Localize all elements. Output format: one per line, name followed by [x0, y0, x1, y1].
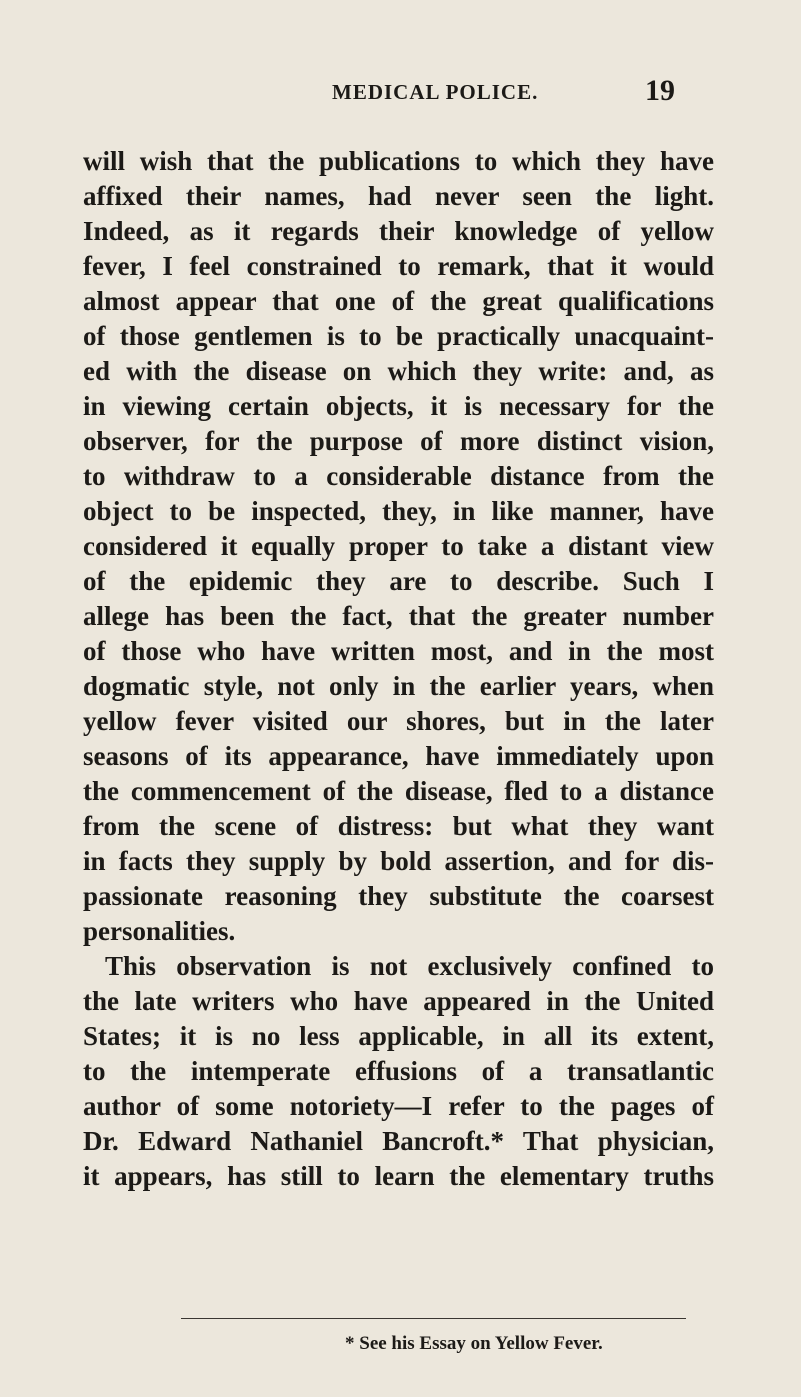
text-line: in facts they supply by bold assertion, and for dis- — [83, 846, 714, 876]
text-line: to withdraw to a considerable distance from the — [83, 461, 714, 491]
text-line: allege has been the fact, that the greater number — [83, 601, 714, 631]
text-line: Dr. Edward Nathaniel Bancroft.* That physician, — [83, 1126, 714, 1156]
text-line: to the intemperate effusions of a transatlantic — [83, 1056, 714, 1086]
text-line: the late writers who have appeared in the United — [83, 986, 714, 1016]
text-line: ed with the disease on which they write: and, as — [83, 356, 714, 386]
footnote: * See his Essay on Yellow Fever. — [345, 1333, 603, 1354]
text-line: from the scene of distress: but what they want — [83, 811, 714, 841]
text-line: author of some notoriety—I refer to the pages of — [83, 1091, 714, 1121]
text-line: of the epidemic they are to describe. Such I — [83, 566, 714, 596]
text-line: personalities. — [83, 916, 236, 946]
text-line: object to be inspected, they, in like manner, have — [83, 496, 714, 526]
text-line: yellow fever visited our shores, but in the later — [83, 706, 714, 736]
text-line: dogmatic style, not only in the earlier years, when — [83, 671, 714, 701]
text-line: Indeed, as it regards their knowledge of yellow — [83, 216, 714, 246]
text-line: seasons of its appearance, have immediately upon — [83, 741, 714, 771]
text-line: of those gentlemen is to be practically unacquaint- — [83, 321, 714, 351]
footnote-divider — [181, 1318, 686, 1319]
text-line: considered it equally proper to take a distant view — [83, 531, 714, 561]
text-line: almost appear that one of the great qualifications — [83, 286, 714, 316]
running-title: MEDICAL POLICE. — [332, 80, 539, 104]
text-line: observer, for the purpose of more distinct vision, — [83, 426, 714, 456]
text-line: States; it is no less applicable, in all its extent, — [83, 1021, 714, 1051]
text-line: it appears, has still to learn the elementary truths — [83, 1161, 714, 1191]
text-line: the commencement of the disease, fled to a distance — [83, 776, 714, 806]
text-line: This observation is not exclusively confined to — [105, 951, 714, 981]
text-line: passionate reasoning they substitute the coarsest — [83, 881, 714, 911]
text-line: in viewing certain objects, it is necessary for the — [83, 391, 714, 421]
text-line: of those who have written most, and in the most — [83, 636, 714, 666]
text-line: fever, I feel constrained to remark, that it would — [83, 251, 714, 281]
text-line: will wish that the publications to which they have — [83, 146, 714, 176]
text-line: affixed their names, had never seen the light. — [83, 181, 714, 211]
page-number: 19 — [645, 74, 675, 107]
